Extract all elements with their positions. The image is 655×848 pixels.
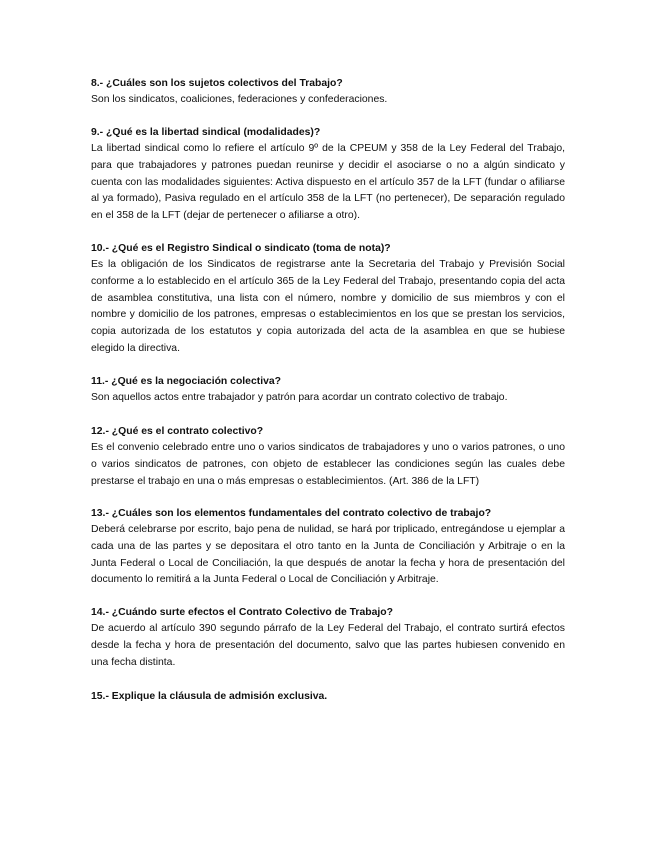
question-heading: 13.- ¿Cuáles son los elementos fundamentales del contrato colectivo de trabajo?: [91, 508, 492, 519]
question-heading: 9.- ¿Qué es la libertad sindical (modalidades)?: [91, 127, 321, 138]
answer-text: De acuerdo al artículo 390 segundo párrafo de la Ley Federal del Trabajo, el contrato surtirá efectos desde la fecha y hora de presentación del documento, salvo que las partes hubiesen convenido en una fecha distinta.: [91, 623, 565, 668]
question-block-12: [91, 423, 565, 490]
question-block-11: [91, 373, 565, 407]
answer-text: La libertad sindical como lo refiere el artículo 9º de la CPEUM y 358 de la Ley Federal del Trabajo, para que trabajadores y patrones puedan reunirse y decidir el asociarse o no a algún sindicato y cuenta con las modalidades siguientes: Activa dispuesto en el artículo 357 de la LFT (fundar o afiliarse al ya formado), Pasiva regulado en el artículo 358 de la LFT (no pertenecer), De separación regulado en el 358 de la LFT (dejar de pertenecer o afiliarse a otro).: [91, 143, 565, 222]
question-block-10: [91, 240, 565, 358]
question-heading: 11.- ¿Qué es la negociación colectiva?: [91, 376, 281, 387]
question-heading: 15.- Explique la cláusula de admisión exclusiva.: [91, 691, 328, 702]
answer-text: Es el convenio celebrado entre uno o varios sindicatos de trabajadores y uno o varios patrones, o uno o varios sindicatos de patrones, con objeto de establecer las condiciones según las cuales debe prestarse el trabajo en una o más empresas o establecimientos. (Art. 386 de la LFT): [91, 442, 565, 487]
question-block-9: [91, 124, 565, 225]
question-block-15: [91, 688, 565, 705]
answer-text: Son los sindicatos, coaliciones, federaciones y confederaciones.: [91, 94, 388, 105]
question-block-14: [91, 604, 565, 671]
answer-text: Deberá celebrarse por escrito, bajo pena de nulidad, se hará por triplicado, entregándose u ejemplar a cada una de las partes y se depositara el otro tanto en la Junta de Conciliación y Arbitraje o en la Junta Federal o Local de Conciliación, la que después de anotar la fecha y hora de presentación del documento lo remitirá a la Junta Federal o Local de Conciliación y Arbitraje.: [91, 524, 565, 586]
answer-text: Son aquellos actos entre trabajador y patrón para acordar un contrato colectivo de trabajo.: [91, 392, 508, 403]
question-block-8: [91, 75, 565, 109]
answer-text: Es la obligación de los Sindicatos de registrarse ante la Secretaria del Trabajo y Previsión Social conforme a lo establecido en el artículo 365 de la Ley Federal del Trabajo, presentando copia del acta de asamblea constitutiva, una lista con el número, nombre y domicilio de sus miembros y con el nombre y domicilio de los patrones, empresas o establecimientos en los que se prestan los servicios, copia autorizada de los estatutos y copia autorizada del acta de la asamblea en que se hubiese elegido la directiva.: [91, 259, 565, 354]
question-block-13: [91, 505, 565, 589]
question-heading: 14.- ¿Cuándo surte efectos el Contrato Colectivo de Trabajo?: [91, 607, 393, 618]
question-heading: 12.- ¿Qué es el contrato colectivo?: [91, 426, 264, 437]
question-heading: 10.- ¿Qué es el Registro Sindical o sindicato (toma de nota)?: [91, 243, 391, 254]
question-heading: 8.- ¿Cuáles son los sujetos colectivos del Trabajo?: [91, 78, 343, 89]
